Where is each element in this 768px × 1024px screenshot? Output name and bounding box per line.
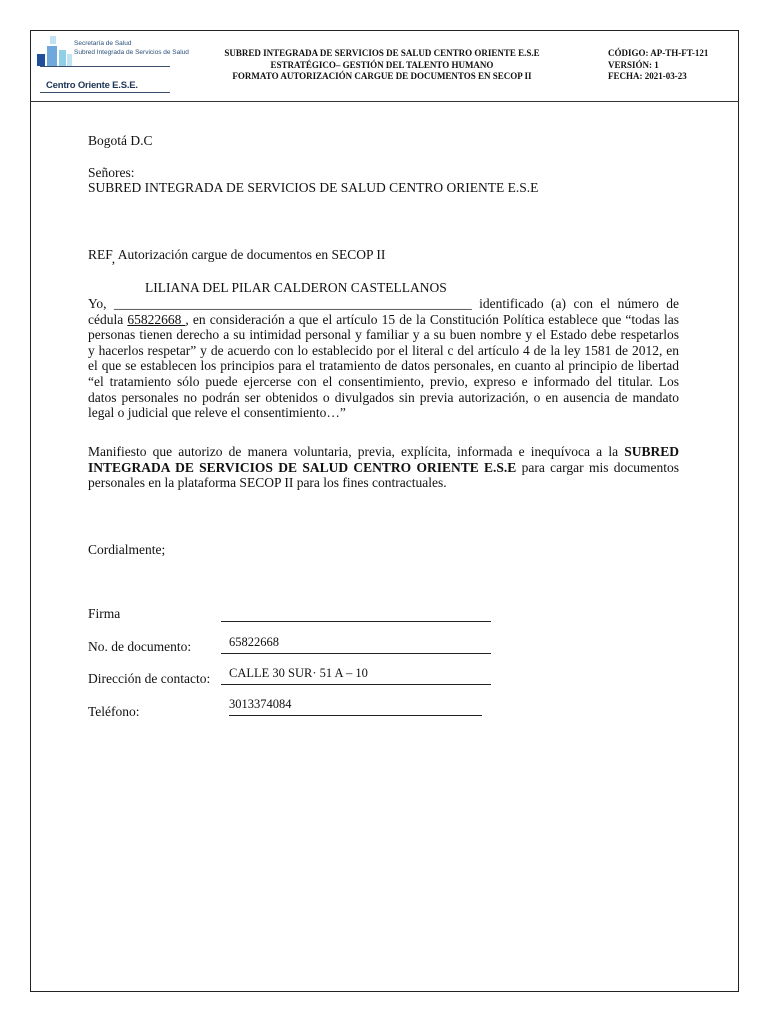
p2-entity-bold: INTEGRADA DE SERVICIOS DE SALUD CENTRO ORIENTE E.S.E [88, 459, 517, 475]
cedula-value: 65822668 [127, 311, 186, 327]
p1-line4: y hacerlos respetar” y de acuerdo con lo establecido por el literal c del artículo 4 de la ley 1581 de 2012, en [88, 342, 679, 358]
header-title-line3: FORMATO AUTORIZACIÓN CARGUE DE DOCUMENTOS EN SECOP II [232, 71, 532, 81]
reference: REF, Autorización cargue de documentos en SECOP II [88, 247, 386, 266]
direccion-value: CALLE 30 SUR· 51 A – 10 [229, 666, 368, 680]
p1-line8: legal o judicial que releve el consentimiento…” [88, 405, 346, 421]
header-meta [608, 48, 708, 83]
p1-cedula-label: cédula [88, 311, 128, 327]
fecha: FECHA: 2021-03-23 [608, 71, 687, 81]
paragraph-authorization [88, 444, 679, 491]
header-title-line2: ESTRATÉGICO– GESTIÓN DEL TALENTO HUMANO [270, 59, 494, 70]
salutation: Señores: [88, 165, 135, 180]
header-title [196, 48, 568, 83]
p1-yo: Yo, [88, 296, 114, 311]
version: VERSIÓN: 1 [608, 59, 659, 70]
ref-text: Autorización cargue de documentos en SECOP II [117, 247, 386, 262]
p2-subred-bold: SUBRED [624, 444, 679, 459]
logo-line-secretaria: Secretaría de Salud [74, 40, 132, 47]
p2-line1: Manifiesto que autorizo de manera voluntaria, previa, explícita, informada e inequívoca a la [88, 444, 625, 459]
p1-line7: datos personales no podrán ser obtenidos o divulgados sin previa autorización, o en ausencia de mandato [88, 389, 679, 405]
firma-label: Firma [88, 606, 121, 621]
p1-line3: personas tienen derecho a su intimidad personal y familiar y a su buen nombre y el Estado debe respetarlos [88, 327, 679, 343]
firma-line[interactable] [221, 621, 491, 622]
direccion-label: Dirección de contacto: [88, 671, 211, 686]
page-frame [30, 30, 739, 992]
logo-underline [40, 92, 170, 93]
paragraph-consent [88, 296, 679, 421]
documento-value: 65822668 [229, 635, 279, 649]
documento-label: No. de documento: [88, 639, 192, 654]
name-blank: _____________________________________________________ [113, 296, 472, 311]
p1-line5: el que se establecen los principios para el tratamiento de datos personales, en cuanto al principio de libertad [88, 358, 679, 374]
direccion-line[interactable] [221, 684, 491, 685]
city: Bogotá D.C [88, 133, 153, 148]
p1-line6: “el tratamiento sólo puede ejercerse con el consentimiento, previo, expreso e informado del titular. Los [88, 373, 679, 389]
documento-line[interactable] [221, 653, 491, 654]
telefono-value: 3013374084 [229, 697, 292, 711]
closing: Cordialmente; [88, 542, 166, 557]
logo-line-centro-oriente: Centro Oriente E.S.E. [46, 80, 138, 91]
recipient: SUBRED INTEGRADA DE SERVICIOS DE SALUD CENTRO ORIENTE E.S.E [88, 180, 539, 195]
logo-mark-icon [36, 36, 74, 66]
codigo: CÓDIGO: AP-TH-FT-121 [608, 48, 709, 58]
ref-label: REF [88, 247, 112, 262]
logo-divider [40, 66, 170, 67]
telefono-line[interactable] [229, 715, 482, 716]
person-name: LILIANA DEL PILAR CALDERON CASTELLANOS [145, 280, 447, 295]
logo-line-subred: Subred Integrada de Servicios de Salud [74, 49, 189, 56]
telefono-label: Teléfono: [88, 704, 140, 719]
p1-line2: , en consideración a que el artículo 15 de la Constitución Política establece que “todas las [185, 311, 680, 327]
header-title-line1: SUBRED INTEGRADA DE SERVICIOS DE SALUD CENTRO ORIENTE E.S.E [224, 48, 540, 58]
p1-identificado: identificado (a) con el número de [471, 296, 679, 311]
p2-line3: personales en la plataforma SECOP II para los fines contractuales. [88, 475, 447, 491]
header-divider [30, 101, 739, 102]
p2-line2: para cargar mis documentos [516, 459, 680, 475]
